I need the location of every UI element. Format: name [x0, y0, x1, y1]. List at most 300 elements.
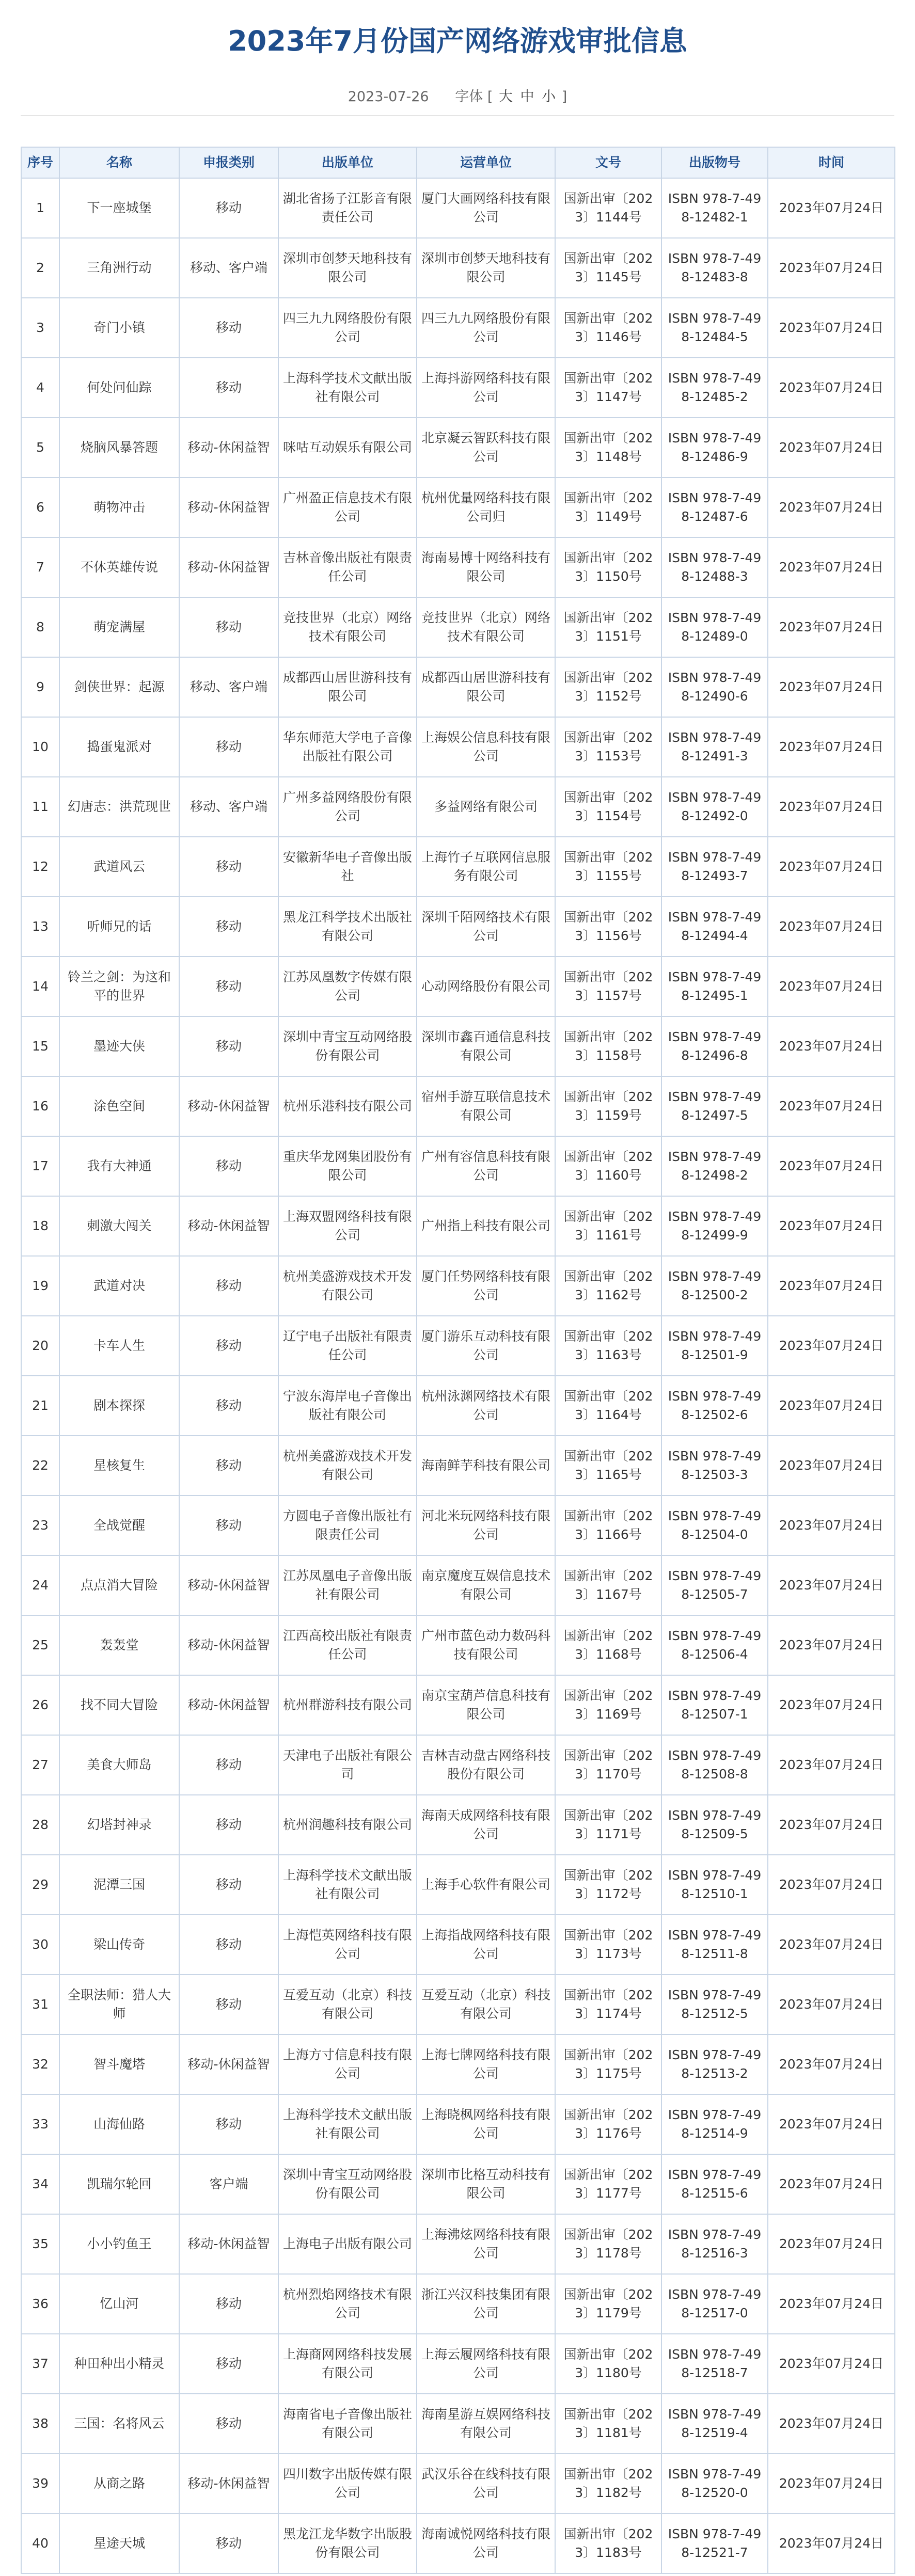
cell-index: 7 [21, 537, 59, 597]
cell-isbn: ISBN 978-7-498-12504-0 [661, 1496, 768, 1555]
column-header-name: 名称 [59, 147, 179, 178]
cell-category: 移动-休闲益智 [179, 418, 278, 478]
table-row [21, 2034, 895, 2094]
cell-date: 2023年07月24日 [768, 657, 895, 717]
table-body [21, 178, 895, 2573]
cell-operator: 北京凝云智跃科技有限公司 [417, 418, 555, 478]
cell-approval-number: 国新出审〔2023〕1182号 [555, 2454, 661, 2514]
cell-isbn: ISBN 978-7-498-12520-0 [661, 2454, 768, 2514]
cell-approval-number: 国新出审〔2023〕1159号 [555, 1076, 661, 1136]
cell-operator: 河北米玩网络科技有限公司 [417, 1496, 555, 1555]
cell-date: 2023年07月24日 [768, 178, 895, 238]
cell-index: 14 [21, 957, 59, 1016]
cell-approval-number: 国新出审〔2023〕1174号 [555, 1975, 661, 2034]
cell-index: 30 [21, 1915, 59, 1975]
cell-index: 19 [21, 1256, 59, 1316]
cell-index: 20 [21, 1316, 59, 1376]
cell-index: 34 [21, 2154, 59, 2214]
approval-table [21, 147, 895, 2574]
cell-index: 29 [21, 1855, 59, 1915]
cell-date: 2023年07月24日 [768, 1016, 895, 1076]
cell-category: 移动-休闲益智 [179, 2034, 278, 2094]
cell-category: 移动 [179, 298, 278, 358]
cell-operator: 互爱互动（北京）科技有限公司 [417, 1975, 555, 2034]
cell-operator: 上海指战网络科技有限公司 [417, 1915, 555, 1975]
cell-game-name: 剑侠世界：起源 [59, 657, 179, 717]
cell-index: 16 [21, 1076, 59, 1136]
cell-isbn: ISBN 978-7-498-12507-1 [661, 1675, 768, 1735]
cell-approval-number: 国新出审〔2023〕1177号 [555, 2154, 661, 2214]
font-size-label: 字体 [455, 89, 483, 105]
cell-category: 移动 [179, 1795, 278, 1855]
table-row [21, 2454, 895, 2514]
cell-operator: 厦门游乐互动科技有限公司 [417, 1316, 555, 1376]
cell-approval-number: 国新出审〔2023〕1166号 [555, 1496, 661, 1555]
cell-publisher: 咪咕互动娱乐有限公司 [278, 418, 417, 478]
cell-operator: 厦门任势网络科技有限公司 [417, 1256, 555, 1316]
table-row [21, 358, 895, 418]
cell-category: 移动 [179, 1256, 278, 1316]
cell-index: 32 [21, 2034, 59, 2094]
cell-operator: 上海沸炫网络科技有限公司 [417, 2214, 555, 2274]
cell-operator: 深圳市鑫百通信息科技有限公司 [417, 1016, 555, 1076]
cell-category: 移动、客户端 [179, 657, 278, 717]
cell-category: 移动 [179, 1136, 278, 1196]
cell-index: 2 [21, 238, 59, 298]
cell-index: 18 [21, 1196, 59, 1256]
cell-category: 移动 [179, 2334, 278, 2394]
cell-date: 2023年07月24日 [768, 478, 895, 537]
header-divider [21, 115, 894, 116]
table-row [21, 777, 895, 837]
cell-publisher: 上海科学技术文献出版社有限公司 [278, 1855, 417, 1915]
cell-isbn: ISBN 978-7-498-12511-8 [661, 1915, 768, 1975]
cell-isbn: ISBN 978-7-498-12505-7 [661, 1555, 768, 1615]
cell-isbn: ISBN 978-7-498-12509-5 [661, 1795, 768, 1855]
cell-isbn: ISBN 978-7-498-12516-3 [661, 2214, 768, 2274]
cell-date: 2023年07月24日 [768, 2034, 895, 2094]
cell-isbn: ISBN 978-7-498-12490-6 [661, 657, 768, 717]
cell-date: 2023年07月24日 [768, 1855, 895, 1915]
table-row [21, 717, 895, 777]
cell-date: 2023年07月24日 [768, 1975, 895, 2034]
cell-isbn: ISBN 978-7-498-12487-6 [661, 478, 768, 537]
cell-isbn: ISBN 978-7-498-12517-0 [661, 2274, 768, 2334]
page-title: 2023年7月份国产网络游戏审批信息 [228, 25, 687, 57]
cell-category: 移动 [179, 837, 278, 897]
cell-publisher: 黑龙江科学技术出版社有限公司 [278, 897, 417, 957]
cell-date: 2023年07月24日 [768, 1256, 895, 1316]
cell-index: 31 [21, 1975, 59, 2034]
cell-operator: 南京魔度互娱信息技术有限公司 [417, 1555, 555, 1615]
cell-date: 2023年07月24日 [768, 1915, 895, 1975]
cell-isbn: ISBN 978-7-498-12508-8 [661, 1735, 768, 1795]
cell-index: 3 [21, 298, 59, 358]
table-row [21, 597, 895, 657]
cell-category: 移动-休闲益智 [179, 478, 278, 537]
cell-isbn: ISBN 978-7-498-12492-0 [661, 777, 768, 837]
cell-category: 移动-休闲益智 [179, 537, 278, 597]
cell-category: 移动-休闲益智 [179, 1675, 278, 1735]
cell-date: 2023年07月24日 [768, 717, 895, 777]
cell-approval-number: 国新出审〔2023〕1169号 [555, 1675, 661, 1735]
cell-index: 15 [21, 1016, 59, 1076]
cell-category: 移动-休闲益智 [179, 1555, 278, 1615]
cell-game-name: 小小钓鱼王 [59, 2214, 179, 2274]
cell-date: 2023年07月24日 [768, 358, 895, 418]
table-row [21, 1436, 895, 1496]
cell-game-name: 种田种出小精灵 [59, 2334, 179, 2394]
cell-date: 2023年07月24日 [768, 837, 895, 897]
cell-publisher: 杭州美盛游戏技术开发有限公司 [278, 1436, 417, 1496]
cell-publisher: 黑龙江龙华数字出版股份有限公司 [278, 2514, 417, 2573]
font-size-medium-button[interactable]: 中 [520, 89, 534, 105]
column-header-date: 时间 [768, 147, 895, 178]
cell-category: 移动 [179, 1016, 278, 1076]
cell-publisher: 重庆华龙网集团股份有限公司 [278, 1136, 417, 1196]
table-header-row [21, 147, 895, 178]
cell-game-name: 山海仙路 [59, 2094, 179, 2154]
cell-operator: 广州有容信息科技有限公司 [417, 1136, 555, 1196]
cell-category: 移动 [179, 2514, 278, 2573]
cell-category: 移动-休闲益智 [179, 1615, 278, 1675]
cell-publisher: 宁波东海岸电子音像出版社有限公司 [278, 1376, 417, 1436]
cell-date: 2023年07月24日 [768, 1196, 895, 1256]
cell-publisher: 上海科学技术文献出版社有限公司 [278, 358, 417, 418]
cell-isbn: ISBN 978-7-498-12501-9 [661, 1316, 768, 1376]
column-header-index: 序号 [21, 147, 59, 178]
cell-index: 6 [21, 478, 59, 537]
cell-approval-number: 国新出审〔2023〕1146号 [555, 298, 661, 358]
cell-operator: 海南星游互娱网络科技有限公司 [417, 2394, 555, 2454]
cell-category: 移动 [179, 1735, 278, 1795]
cell-category: 移动 [179, 957, 278, 1016]
cell-operator: 深圳市比格互动科技有限公司 [417, 2154, 555, 2214]
cell-isbn: ISBN 978-7-498-12499-9 [661, 1196, 768, 1256]
cell-publisher: 辽宁电子出版社有限责任公司 [278, 1316, 417, 1376]
cell-category: 移动-休闲益智 [179, 2214, 278, 2274]
cell-approval-number: 国新出审〔2023〕1176号 [555, 2094, 661, 2154]
cell-approval-number: 国新出审〔2023〕1148号 [555, 418, 661, 478]
cell-operator: 海南鲜芋科技有限公司 [417, 1436, 555, 1496]
cell-category: 移动 [179, 1496, 278, 1555]
cell-isbn: ISBN 978-7-498-12496-8 [661, 1016, 768, 1076]
cell-approval-number: 国新出审〔2023〕1155号 [555, 837, 661, 897]
cell-publisher: 竞技世界（北京）网络技术有限公司 [278, 597, 417, 657]
cell-date: 2023年07月24日 [768, 1076, 895, 1136]
cell-category: 移动 [179, 1316, 278, 1376]
cell-game-name: 智斗魔塔 [59, 2034, 179, 2094]
cell-publisher: 杭州烈焰网络技术有限公司 [278, 2274, 417, 2334]
column-header-approval-number: 文号 [555, 147, 661, 178]
cell-publisher: 江西高校出版社有限责任公司 [278, 1615, 417, 1675]
cell-approval-number: 国新出审〔2023〕1156号 [555, 897, 661, 957]
cell-category: 移动-休闲益智 [179, 1076, 278, 1136]
table-row [21, 1915, 895, 1975]
cell-approval-number: 国新出审〔2023〕1175号 [555, 2034, 661, 2094]
cell-operator: 武汉乐谷在线科技有限公司 [417, 2454, 555, 2514]
table-row [21, 837, 895, 897]
cell-category: 移动-休闲益智 [179, 2454, 278, 2514]
cell-category: 移动 [179, 897, 278, 957]
cell-operator: 上海云履网络科技有限公司 [417, 2334, 555, 2394]
cell-approval-number: 国新出审〔2023〕1181号 [555, 2394, 661, 2454]
cell-approval-number: 国新出审〔2023〕1150号 [555, 537, 661, 597]
cell-approval-number: 国新出审〔2023〕1165号 [555, 1436, 661, 1496]
cell-operator: 海南诚悦网络科技有限公司 [417, 2514, 555, 2573]
cell-operator: 广州指上科技有限公司 [417, 1196, 555, 1256]
cell-isbn: ISBN 978-7-498-12503-3 [661, 1436, 768, 1496]
cell-publisher: 杭州美盛游戏技术开发有限公司 [278, 1256, 417, 1316]
column-header-publisher: 出版单位 [278, 147, 417, 178]
cell-isbn: ISBN 978-7-498-12497-5 [661, 1076, 768, 1136]
cell-game-name: 奇门小镇 [59, 298, 179, 358]
cell-index: 40 [21, 2514, 59, 2573]
cell-isbn: ISBN 978-7-498-12482-1 [661, 178, 768, 238]
table-row [21, 1136, 895, 1196]
cell-date: 2023年07月24日 [768, 238, 895, 298]
table-row [21, 657, 895, 717]
cell-approval-number: 国新出审〔2023〕1163号 [555, 1316, 661, 1376]
cell-game-name: 星途天城 [59, 2514, 179, 2573]
cell-publisher: 上海科学技术文献出版社有限公司 [278, 2094, 417, 2154]
table-row [21, 1615, 895, 1675]
cell-operator: 海南易博十网络科技有限公司 [417, 537, 555, 597]
cell-publisher: 上海双盟网络科技有限公司 [278, 1196, 417, 1256]
table-row [21, 537, 895, 597]
cell-game-name: 忆山河 [59, 2274, 179, 2334]
cell-category: 移动 [179, 1855, 278, 1915]
cell-publisher: 杭州乐港科技有限公司 [278, 1076, 417, 1136]
cell-isbn: ISBN 978-7-498-12488-3 [661, 537, 768, 597]
cell-isbn: ISBN 978-7-498-12502-6 [661, 1376, 768, 1436]
cell-category: 移动 [179, 597, 278, 657]
cell-operator: 浙江兴汉科技集团有限公司 [417, 2274, 555, 2334]
cell-approval-number: 国新出审〔2023〕1171号 [555, 1795, 661, 1855]
cell-operator: 厦门大画网络科技有限公司 [417, 178, 555, 238]
cell-date: 2023年07月24日 [768, 2454, 895, 2514]
cell-date: 2023年07月24日 [768, 537, 895, 597]
cell-approval-number: 国新出审〔2023〕1149号 [555, 478, 661, 537]
cell-approval-number: 国新出审〔2023〕1168号 [555, 1615, 661, 1675]
table-row [21, 1016, 895, 1076]
cell-date: 2023年07月24日 [768, 1795, 895, 1855]
cell-game-name: 何处问仙踪 [59, 358, 179, 418]
table-row [21, 2394, 895, 2454]
cell-index: 33 [21, 2094, 59, 2154]
cell-isbn: ISBN 978-7-498-12495-1 [661, 957, 768, 1016]
font-size-bracket-open: [ [487, 89, 493, 105]
cell-publisher: 江苏凤凰电子音像出版社有限公司 [278, 1555, 417, 1615]
table-row [21, 957, 895, 1016]
cell-approval-number: 国新出审〔2023〕1172号 [555, 1855, 661, 1915]
cell-date: 2023年07月24日 [768, 1436, 895, 1496]
column-header-operator: 运营单位 [417, 147, 555, 178]
cell-isbn: ISBN 978-7-498-12486-9 [661, 418, 768, 478]
cell-date: 2023年07月24日 [768, 2094, 895, 2154]
cell-publisher: 杭州润趣科技有限公司 [278, 1795, 417, 1855]
cell-approval-number: 国新出审〔2023〕1183号 [555, 2514, 661, 2573]
cell-game-name: 萌物冲击 [59, 478, 179, 537]
cell-publisher: 吉林音像出版社有限责任公司 [278, 537, 417, 597]
cell-isbn: ISBN 978-7-498-12485-2 [661, 358, 768, 418]
cell-publisher: 安徽新华电子音像出版社 [278, 837, 417, 897]
cell-date: 2023年07月24日 [768, 597, 895, 657]
cell-category: 移动 [179, 2274, 278, 2334]
cell-isbn: ISBN 978-7-498-12513-2 [661, 2034, 768, 2094]
cell-publisher: 广州多益网络股份有限公司 [278, 777, 417, 837]
cell-isbn: ISBN 978-7-498-12494-4 [661, 897, 768, 957]
table-row [21, 1675, 895, 1735]
cell-date: 2023年07月24日 [768, 2154, 895, 2214]
cell-approval-number: 国新出审〔2023〕1144号 [555, 178, 661, 238]
cell-operator: 广州市蓝色动力数码科技有限公司 [417, 1615, 555, 1675]
cell-game-name: 星核复生 [59, 1436, 179, 1496]
cell-operator: 上海手心软件有限公司 [417, 1855, 555, 1915]
cell-approval-number: 国新出审〔2023〕1157号 [555, 957, 661, 1016]
cell-index: 10 [21, 717, 59, 777]
cell-publisher: 广州盈正信息技术有限公司 [278, 478, 417, 537]
table-row [21, 2334, 895, 2394]
cell-index: 4 [21, 358, 59, 418]
cell-category: 移动、客户端 [179, 777, 278, 837]
cell-game-name: 轰轰堂 [59, 1615, 179, 1675]
cell-index: 12 [21, 837, 59, 897]
cell-publisher: 互爱互动（北京）科技有限公司 [278, 1975, 417, 2034]
cell-game-name: 幻唐志：洪荒现世 [59, 777, 179, 837]
cell-operator: 成都西山居世游科技有限公司 [417, 657, 555, 717]
font-size-small-button[interactable]: 小 [542, 89, 556, 105]
cell-approval-number: 国新出审〔2023〕1170号 [555, 1735, 661, 1795]
cell-isbn: ISBN 978-7-498-12484-5 [661, 298, 768, 358]
cell-operator: 杭州泳渊网络技术有限公司 [417, 1376, 555, 1436]
cell-approval-number: 国新出审〔2023〕1161号 [555, 1196, 661, 1256]
cell-game-name: 从商之路 [59, 2454, 179, 2514]
cell-game-name: 武道对决 [59, 1256, 179, 1316]
cell-index: 17 [21, 1136, 59, 1196]
cell-index: 24 [21, 1555, 59, 1615]
table-row [21, 298, 895, 358]
cell-operator: 南京宝葫芦信息科技有限公司 [417, 1675, 555, 1735]
cell-isbn: ISBN 978-7-498-12493-7 [661, 837, 768, 897]
cell-publisher: 杭州群游科技有限公司 [278, 1675, 417, 1735]
cell-index: 21 [21, 1376, 59, 1436]
cell-game-name: 武道风云 [59, 837, 179, 897]
cell-isbn: ISBN 978-7-498-12489-0 [661, 597, 768, 657]
cell-approval-number: 国新出审〔2023〕1180号 [555, 2334, 661, 2394]
cell-date: 2023年07月24日 [768, 2274, 895, 2334]
cell-approval-number: 国新出审〔2023〕1164号 [555, 1376, 661, 1436]
cell-date: 2023年07月24日 [768, 1376, 895, 1436]
cell-approval-number: 国新出审〔2023〕1154号 [555, 777, 661, 837]
cell-approval-number: 国新出审〔2023〕1151号 [555, 597, 661, 657]
cell-date: 2023年07月24日 [768, 1316, 895, 1376]
cell-isbn: ISBN 978-7-498-12512-5 [661, 1975, 768, 2034]
cell-publisher: 上海恺英网络科技有限公司 [278, 1915, 417, 1975]
cell-game-name: 刺激大闯关 [59, 1196, 179, 1256]
cell-index: 27 [21, 1735, 59, 1795]
cell-game-name: 点点消大冒险 [59, 1555, 179, 1615]
cell-publisher: 上海电子出版有限公司 [278, 2214, 417, 2274]
cell-date: 2023年07月24日 [768, 298, 895, 358]
table-row [21, 1316, 895, 1376]
cell-date: 2023年07月24日 [768, 1136, 895, 1196]
cell-approval-number: 国新出审〔2023〕1179号 [555, 2274, 661, 2334]
table-row [21, 2274, 895, 2334]
table-row [21, 2214, 895, 2274]
table-row [21, 418, 895, 478]
cell-publisher: 江苏凤凰数字传媒有限公司 [278, 957, 417, 1016]
cell-operator: 海南天成网络科技有限公司 [417, 1795, 555, 1855]
table-row [21, 897, 895, 957]
table-row [21, 1496, 895, 1555]
cell-game-name: 三国：名将风云 [59, 2394, 179, 2454]
cell-date: 2023年07月24日 [768, 957, 895, 1016]
cell-game-name: 三角洲行动 [59, 238, 179, 298]
cell-operator: 四三九九网络股份有限公司 [417, 298, 555, 358]
cell-operator: 深圳千陌网络技术有限公司 [417, 897, 555, 957]
cell-operator: 上海抖游网络科技有限公司 [417, 358, 555, 418]
column-header-category: 申报类别 [179, 147, 278, 178]
cell-index: 36 [21, 2274, 59, 2334]
cell-game-name: 泥潭三国 [59, 1855, 179, 1915]
cell-category: 移动 [179, 1436, 278, 1496]
cell-index: 11 [21, 777, 59, 837]
table-row [21, 2514, 895, 2573]
cell-date: 2023年07月24日 [768, 2514, 895, 2573]
cell-game-name: 墨迹大侠 [59, 1016, 179, 1076]
cell-publisher: 成都西山居世游科技有限公司 [278, 657, 417, 717]
cell-isbn: ISBN 978-7-498-12510-1 [661, 1855, 768, 1915]
cell-publisher: 深圳市创梦天地科技有限公司 [278, 238, 417, 298]
cell-isbn: ISBN 978-7-498-12514-9 [661, 2094, 768, 2154]
table-row [21, 1376, 895, 1436]
cell-publisher: 上海商网网络科技发展有限公司 [278, 2334, 417, 2394]
cell-isbn: ISBN 978-7-498-12483-8 [661, 238, 768, 298]
cell-isbn: ISBN 978-7-498-12518-7 [661, 2334, 768, 2394]
cell-approval-number: 国新出审〔2023〕1160号 [555, 1136, 661, 1196]
font-size-large-button[interactable]: 大 [498, 89, 513, 105]
cell-approval-number: 国新出审〔2023〕1152号 [555, 657, 661, 717]
cell-game-name: 凯瑞尔轮回 [59, 2154, 179, 2214]
cell-date: 2023年07月24日 [768, 777, 895, 837]
cell-publisher: 方圆电子音像出版社有限责任公司 [278, 1496, 417, 1555]
cell-isbn: ISBN 978-7-498-12515-6 [661, 2154, 768, 2214]
cell-publisher: 深圳中青宝互动网络股份有限公司 [278, 1016, 417, 1076]
cell-game-name: 美食大师岛 [59, 1735, 179, 1795]
cell-isbn: ISBN 978-7-498-12521-7 [661, 2514, 768, 2573]
cell-approval-number: 国新出审〔2023〕1147号 [555, 358, 661, 418]
cell-game-name: 听师兄的话 [59, 897, 179, 957]
table-row [21, 478, 895, 537]
font-size-bracket-close: ] [561, 89, 567, 105]
cell-index: 25 [21, 1615, 59, 1675]
cell-publisher: 华东师范大学电子音像出版社有限公司 [278, 717, 417, 777]
cell-operator: 上海竹子互联网信息服务有限公司 [417, 837, 555, 897]
table-row [21, 2154, 895, 2214]
table-row [21, 1555, 895, 1615]
cell-date: 2023年07月24日 [768, 897, 895, 957]
cell-date: 2023年07月24日 [768, 1555, 895, 1615]
cell-game-name: 捣蛋鬼派对 [59, 717, 179, 777]
table-row [21, 1256, 895, 1316]
table-row [21, 1076, 895, 1136]
cell-index: 22 [21, 1436, 59, 1496]
cell-approval-number: 国新出审〔2023〕1162号 [555, 1256, 661, 1316]
cell-category: 移动-休闲益智 [179, 1196, 278, 1256]
article-meta [0, 87, 915, 107]
cell-isbn: ISBN 978-7-498-12500-2 [661, 1256, 768, 1316]
